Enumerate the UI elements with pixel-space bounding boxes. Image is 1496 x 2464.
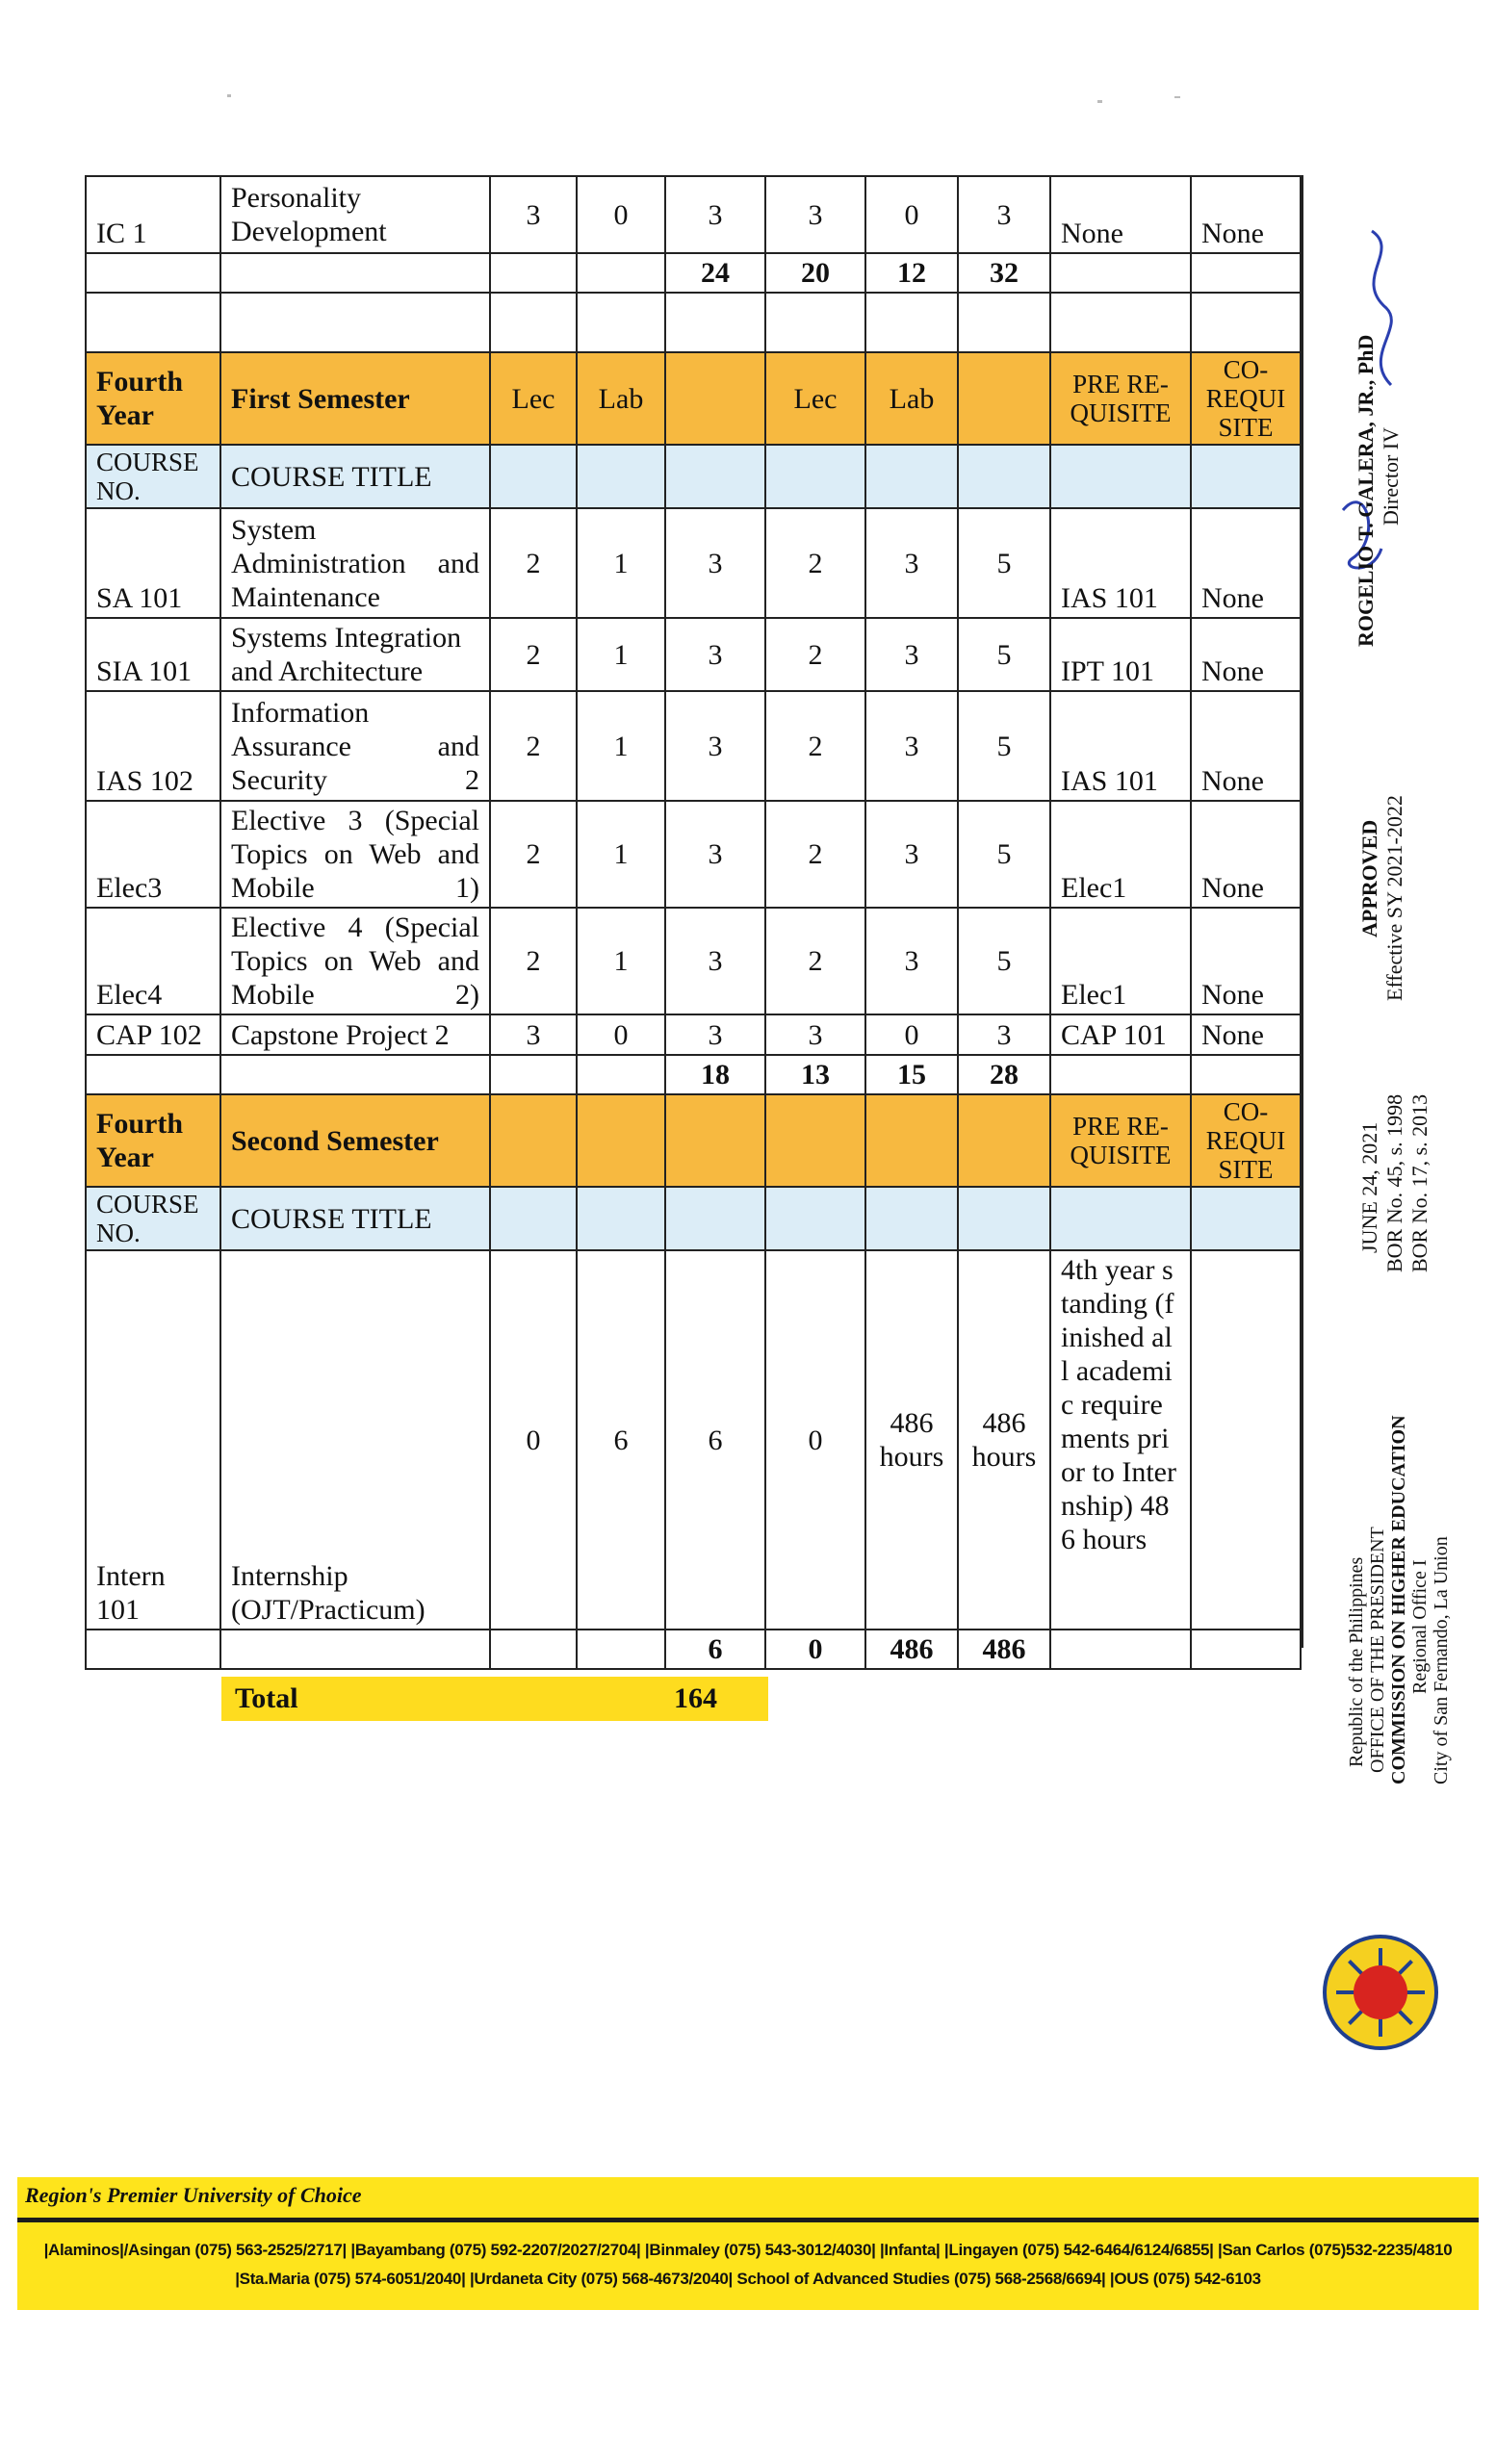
prerequisite: Elec1: [1050, 908, 1191, 1014]
footer-contacts: |Alaminos|/Asingan (075) 563-2525/2717| |Bayambang (075) 592-2207/2027/2704| |Binmaley (075) 543-3012/4030| |Infanta| |Lingayen (075) 542-6464/6124/6855| |San Carlos (075)532-2235/4810: [43, 2241, 1453, 2259]
semester-label: Second Semester: [220, 1094, 490, 1187]
total-units: 3: [665, 1014, 765, 1055]
table-row: [86, 801, 1301, 908]
corequisite: None: [1191, 508, 1301, 618]
total-units: 6: [665, 1250, 765, 1630]
lec-header: Lec: [490, 352, 577, 445]
total-hours: 5: [958, 801, 1050, 908]
ched-republic: Republic of the Philippines: [1346, 1556, 1367, 1767]
total-hours: 3: [958, 1014, 1050, 1055]
column-header-row: [86, 1187, 1301, 1250]
scan-speck: [1097, 100, 1102, 103]
column-header-row: [86, 445, 1301, 508]
year-label: Fourth Year: [86, 1094, 220, 1187]
lab-hours: 0: [865, 176, 958, 253]
semester-label: First Semester: [220, 352, 490, 445]
lab-hours: 3: [865, 618, 958, 691]
course-title: Elective 3 (Special Topics on Web and Mobile 1): [220, 801, 490, 908]
total-value: 13: [765, 1055, 865, 1094]
corequisite: None: [1191, 618, 1301, 691]
prerequisite: Elec1: [1050, 801, 1191, 908]
course-code: Elec3: [86, 801, 220, 908]
total-hours: 5: [958, 908, 1050, 1014]
total-units: 3: [665, 176, 765, 253]
total-value: 12: [865, 253, 958, 293]
lab-hours: 486 hours: [865, 1250, 958, 1630]
lab-units: 1: [577, 801, 665, 908]
course-code: Elec4: [86, 908, 220, 1014]
course-no-header: COURSE NO.: [86, 445, 220, 508]
lec-hours: 2: [765, 691, 865, 801]
total-value: 28: [958, 1055, 1050, 1094]
course-code: SA 101: [86, 508, 220, 618]
lec-header: Lec: [765, 352, 865, 445]
course-code: Intern 101: [86, 1250, 220, 1630]
lec-units: 0: [490, 1250, 577, 1630]
corequisite: None: [1191, 801, 1301, 908]
prerequisite-header: PRE RE-QUISITE: [1050, 352, 1191, 445]
total-units: 3: [665, 908, 765, 1014]
scan-speck: [227, 94, 231, 97]
table-row: [86, 908, 1301, 1014]
corequisite: None: [1191, 176, 1301, 253]
signer-title: Director IV: [1379, 426, 1403, 526]
prerequisite-header: PRE RE-QUISITE: [1050, 1094, 1191, 1187]
semester-header-row: [86, 352, 1301, 445]
corequisite-header: CO-REQUI SITE: [1191, 1094, 1301, 1187]
course-title: Systems Integration and Architecture: [220, 618, 490, 691]
course-title: Internship (OJT/Practicum): [220, 1250, 490, 1630]
lec-units: 2: [490, 908, 577, 1014]
prerequisite: IAS 101: [1050, 691, 1191, 801]
course-title: Capstone Project 2: [220, 1014, 490, 1055]
corequisite: None: [1191, 691, 1301, 801]
total-hours: 3: [958, 176, 1050, 253]
course-title: Information Assurance and Security 2: [220, 691, 490, 801]
total-hours: 5: [958, 618, 1050, 691]
lec-hours: 2: [765, 801, 865, 908]
total-label: Total: [235, 1682, 298, 1714]
total-value: 24: [665, 253, 765, 293]
table-row: [86, 1014, 1301, 1055]
lec-hours: 2: [765, 908, 865, 1014]
lec-units: 2: [490, 618, 577, 691]
total-units: 3: [665, 801, 765, 908]
lab-units: 0: [577, 1014, 665, 1055]
lec-units: 2: [490, 691, 577, 801]
footer-motto: Region's Premier University of Choice: [25, 2183, 362, 2207]
course-code: IAS 102: [86, 691, 220, 801]
course-title-header: COURSE TITLE: [220, 445, 490, 508]
semester-header-row: [86, 1094, 1301, 1187]
total-units: 3: [665, 508, 765, 618]
approved-stamp: APPROVED: [1357, 819, 1381, 937]
total-value: 6: [665, 1630, 765, 1669]
scan-speck: [1174, 96, 1180, 98]
table-row: [86, 176, 1301, 253]
lab-hours: 0: [865, 1014, 958, 1055]
lec-hours: 2: [765, 508, 865, 618]
lab-hours: 3: [865, 801, 958, 908]
lab-units: 1: [577, 908, 665, 1014]
ched-office: OFFICE OF THE PRESIDENT: [1367, 1527, 1388, 1773]
bor-reference: BOR No. 17, s. 2013: [1407, 1093, 1432, 1272]
lab-units: 6: [577, 1250, 665, 1630]
table-row: [86, 691, 1301, 801]
signer-name: ROGELIO T. GALERA, JR., PhD: [1354, 334, 1378, 647]
prerequisite: None: [1050, 176, 1191, 253]
lab-units: 1: [577, 691, 665, 801]
corequisite: None: [1191, 908, 1301, 1014]
page-border-line: [1302, 175, 1303, 1648]
lab-units: 1: [577, 618, 665, 691]
prerequisite: CAP 101: [1050, 1014, 1191, 1055]
total-value: 486: [865, 1630, 958, 1669]
corequisite-header: CO-REQUI SITE: [1191, 352, 1301, 445]
lec-hours: 3: [765, 1014, 865, 1055]
ched-region: Regional Office I: [1409, 1559, 1431, 1694]
table-row: [86, 1250, 1301, 1630]
footer-contacts: |Sta.Maria (075) 574-6051/2040| |Urdaneta City (075) 568-4673/2040| School of Advanced Studies (075) 568-2568/6694| |OUS (075) 542-6103: [235, 2270, 1261, 2288]
footer-divider: [17, 2218, 1479, 2222]
total-value: 32: [958, 253, 1050, 293]
grand-total-bar: [221, 1677, 768, 1721]
course-title: Personality Development: [220, 176, 490, 253]
course-code: CAP 102: [86, 1014, 220, 1055]
total-value: 164: [674, 1682, 717, 1714]
bor-reference: BOR No. 45, s. 1998: [1382, 1093, 1406, 1272]
course-code: SIA 101: [86, 618, 220, 691]
table-row: [86, 618, 1301, 691]
course-title: Elective 4 (Special Topics on Web and Mobile 2): [220, 908, 490, 1014]
university-footer: [17, 2177, 1479, 2310]
year-label: Fourth Year: [86, 352, 220, 445]
lab-header: Lab: [577, 352, 665, 445]
lab-header: Lab: [865, 352, 958, 445]
lec-units: 3: [490, 1014, 577, 1055]
total-value: 20: [765, 253, 865, 293]
corequisite: [1191, 1250, 1301, 1630]
total-units: 3: [665, 691, 765, 801]
lec-hours: 0: [765, 1250, 865, 1630]
lec-units: 2: [490, 801, 577, 908]
ched-seal-icon: [1354, 1965, 1407, 2019]
totals-row: [86, 253, 1301, 293]
total-value: 15: [865, 1055, 958, 1094]
effective-year: Effective SY 2021-2022: [1382, 795, 1406, 1001]
ched-seal-icon: [1323, 1935, 1438, 2050]
blank-row: [86, 293, 1301, 352]
lab-units: 0: [577, 176, 665, 253]
total-value: 18: [665, 1055, 765, 1094]
corequisite: None: [1191, 1014, 1301, 1055]
table-row: [86, 508, 1301, 618]
prerequisite: IAS 101: [1050, 508, 1191, 618]
course-title-header: COURSE TITLE: [220, 1187, 490, 1250]
prerequisite: 4th year standing (finished all academic requirements prior to Internship) 486 hours: [1050, 1250, 1191, 1630]
signature-scribble: [1314, 192, 1458, 597]
lab-units: 1: [577, 508, 665, 618]
lab-hours: 3: [865, 908, 958, 1014]
total-value: 0: [765, 1630, 865, 1669]
lab-hours: 3: [865, 508, 958, 618]
total-hours: 5: [958, 508, 1050, 618]
total-hours: 5: [958, 691, 1050, 801]
totals-row: [86, 1630, 1301, 1669]
prerequisite: IPT 101: [1050, 618, 1191, 691]
ched-city: City of San Fernando, La Union: [1431, 1536, 1452, 1784]
lec-hours: 3: [765, 176, 865, 253]
course-no-header: COURSE NO.: [86, 1187, 220, 1250]
lec-hours: 2: [765, 618, 865, 691]
totals-row: [86, 1055, 1301, 1094]
total-hours: 486 hours: [958, 1250, 1050, 1630]
course-title: System Administration and Maintenance: [220, 508, 490, 618]
lec-units: 2: [490, 508, 577, 618]
approval-date: JUNE 24, 2021: [1357, 1121, 1381, 1253]
lab-hours: 3: [865, 691, 958, 801]
lec-units: 3: [490, 176, 577, 253]
total-value: 486: [958, 1630, 1050, 1669]
course-code: IC 1: [86, 176, 220, 253]
ched-commission: COMMISSION ON HIGHER EDUCATION: [1388, 1415, 1409, 1784]
curriculum-table: [85, 175, 1302, 1670]
total-units: 3: [665, 618, 765, 691]
